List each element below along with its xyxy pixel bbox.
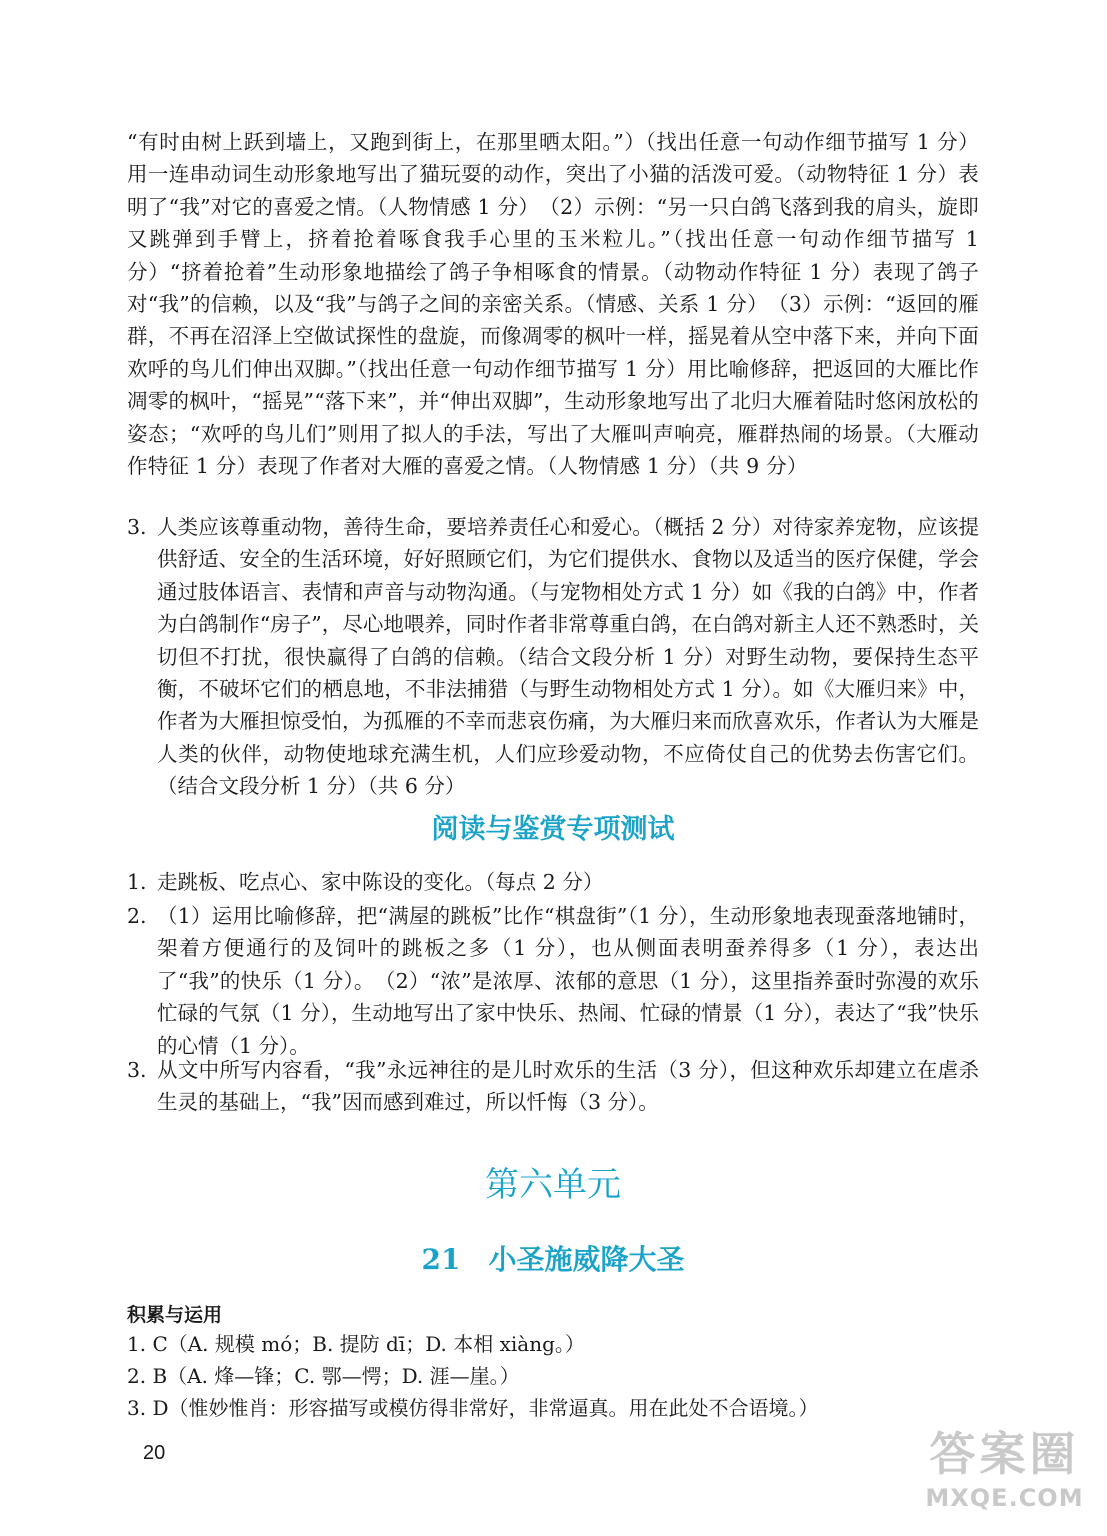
answer-line-3: 3. D（惟妙惟肖：形容描写或模仿得非常好，非常逼真。用在此处不合语境。） [127, 1396, 819, 1420]
section-title-reading-test: 阅读与鉴赏专项测试 [431, 814, 675, 845]
item-number: 2. [127, 904, 147, 928]
test-item-2 [127, 900, 979, 1062]
item-text: 从文中所写内容看，“我”永远神往的是儿时欢乐的生活（3 分），但这种欢乐却建立在虐杀生灵的基础上，“我”因而感到难过，所以忏悔（3 分）。 [157, 1058, 979, 1115]
item-number: 3. [127, 515, 147, 539]
test-item-3 [127, 1054, 979, 1119]
answer-paragraph-continued: “有时由树上跃到墙上，又跑到街上，在那里晒太阳。”）（找出任意一句动作细节描写 1 分）用一连串动词生动形象地写出了猫玩耍的动作，突出了小猫的活泼可爱。（动物特征 1 分）表明了“我”对它的喜爱之情。（人物情感 1 分） （2）示例：“另一只白鸽飞落到我的肩头，旋即又跳弹到手臂上，挤着抢着啄食我手心里的玉米粒儿。”（找出任意一句动作细节描写 1 分）“挤着抢着”生动形象地描绘了鸽子争相啄食的情景。（动物动作特征 1 分）表现了鸽子对“我”的信赖，以及“我”与鸽子之间的亲密关系。（情感、关系 1 分） （3）示例：“返回的雁群，不再在沼泽上空做试探性的盘旋，而像凋零的枫叶一样，摇晃着从空中落下来，并向下面欢呼的鸟儿们伸出双脚。”（找出任意一句动作细节描写 1 分）用比喻修辞，把返回的大雁比作凋零的枫叶，“摇晃”“落下来”，并“伸出双脚”，生动形象地写出了北归大雁着陆时悠闲放松的姿态；“欢呼的鸟儿们”则用了拟人的手法，写出了大雁叫声响亮，雁群热闹的场景。（大雁动作特征 1 分）表现了作者对大雁的喜爱之情。（人物情感 1 分）（共 9 分） [127, 130, 979, 479]
test-item-1 [127, 866, 979, 898]
answer-item-3 [127, 511, 979, 803]
watermark-logo [912, 1418, 1097, 1528]
watermark-url: MXQE.COM [925, 1484, 1084, 1512]
unit-title: 第六单元 [485, 1165, 621, 1205]
watermark-text: 答案圈 [929, 1427, 1080, 1481]
lesson-title: 21 小圣施威降大圣 [421, 1243, 685, 1276]
subsection-heading: 积累与运用 [127, 1304, 223, 1326]
page-number: 20 [143, 1442, 166, 1464]
item-number: 1. [127, 870, 147, 894]
item-number: 3. [127, 1058, 147, 1082]
item-text: 走跳板、吃点心、家中陈设的变化。（每点 2 分） [157, 870, 604, 894]
item-text: 人类应该尊重动物，善待生命，要培养责任心和爱心。（概括 2 分）对待家养宠物，应该提供舒适、安全的生活环境，好好照顾它们，为它们提供水、食物以及适当的医疗保健，学会通过肢体语言、表情和声音与动物沟通。（与宠物相处方式 1 分）如《我的白鸽》中，作者为白鸽制作“房子”，尽心地喂养，同时作者非常尊重白鸽，在白鸽对新主人还不熟悉时，关切但不打扰，很快赢得了白鸽的信赖。（结合文段分析 1 分）对野生动物，要保持生态平衡，不破坏它们的栖息地，不非法捕猎（与野生动物相处方式 1 分）。如《大雁归来》中，作者为大雁担惊受怕，为孤雁的不幸而悲哀伤痛，为大雁归来而欣喜欢乐，作者认为大雁是人类的伙伴，动物使地球充满生机，人们应珍爱动物，不应倚仗自己的优势去伤害它们。（结合文段分析 1 分）（共 6 分） [157, 515, 979, 799]
item-text: （1）运用比喻修辞，把“满屋的跳板”比作“棋盘街”（1 分），生动形象地表现蚕落地铺时，架着方便通行的及饲叶的跳板之多（1 分），也从侧面表明蚕养得多（1 分），表达出了“我”的快乐（1 分）。 （2）“浓”是浓厚、浓郁的意思（1 分），这里指养蚕时弥漫的欢乐忙碌的气氛（1 分），生动地写出了家中快乐、热闹、忙碌的情景（1 分），表达了“我”快乐的心情（1 分）。 [157, 904, 979, 1058]
answer-line-2: 2. B（A. 烽—锋；C. 鄂—愕；D. 涯—崖。） [127, 1364, 520, 1388]
answer-line-1: 1. C（A. 规模 mó；B. 提防 dī；D. 本相 xiàng。） [127, 1332, 585, 1356]
